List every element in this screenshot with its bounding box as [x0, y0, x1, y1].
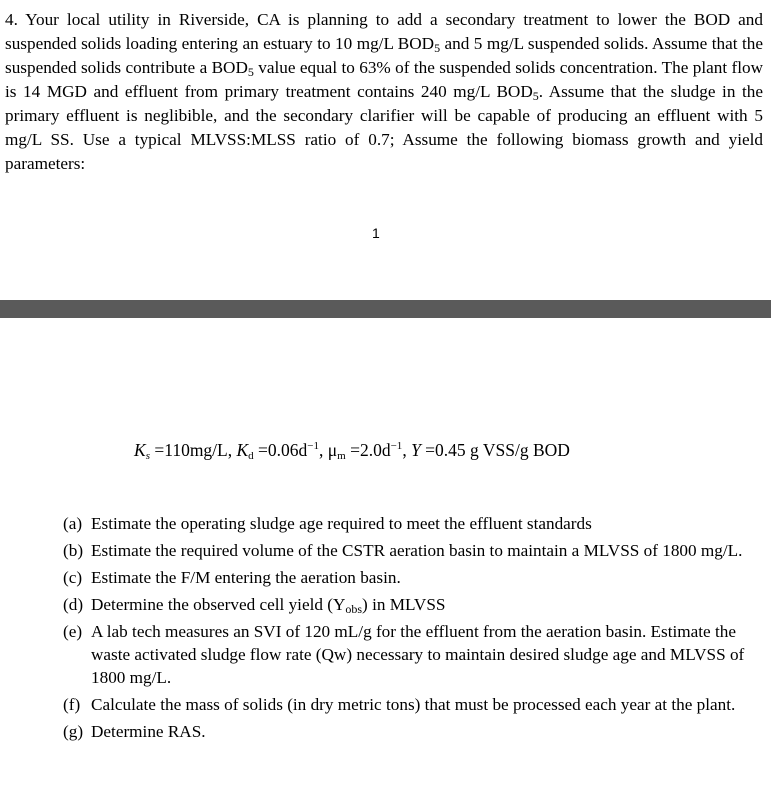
problem-statement [5, 8, 763, 176]
bod-subscript: 5 [532, 89, 539, 103]
question-part-f [63, 693, 753, 716]
part-label: (a) [63, 514, 83, 533]
part-text: Estimate the required volume of the CSTR aeration basin to maintain a MLVSS of 1800 mg/L. [91, 541, 743, 560]
y-value: =0.45 g VSS/g BOD [420, 440, 570, 460]
mu-exponent: −1 [390, 440, 403, 452]
mu-value: =2.0d [345, 440, 391, 460]
problem-text-4: . Assume that the sludge in the primary effluent is neglibible, and the secondary clarifier will be capable of producing an effluent with 5 mg/L SS. Use a typical MLVSS:MLSS ratio of 0.7; Assume the following biomass growth and yield parameters: [5, 82, 763, 173]
part-label: (c) [63, 568, 83, 587]
mu-subscript: m [337, 450, 346, 462]
part-label: (g) [63, 722, 84, 741]
question-part-d [63, 593, 753, 616]
separator: , [319, 440, 328, 460]
question-part-e [63, 620, 753, 689]
problem-text-3: value equal to 63% of the suspended solids concentration. The plant flow is 14 MGD and effluent from primary treatment contains 240 mg/L BOD [5, 58, 763, 101]
question-part-b [63, 539, 753, 562]
part-text: Calculate the mass of solids (in dry metric tons) that must be processed each year at the plant. [91, 695, 736, 714]
question-part-a [63, 512, 753, 535]
problem-number: 4. [5, 10, 18, 29]
page-break-divider [0, 300, 771, 318]
part-label: (f) [63, 695, 81, 714]
part-text: ) in MLVSS [362, 595, 446, 614]
part-label: (d) [63, 595, 84, 614]
kd-value: =0.06d [253, 440, 308, 460]
parameter-equation [134, 438, 570, 462]
ks-symbol: K [134, 440, 146, 460]
bod-subscript: 5 [247, 65, 254, 79]
obs-subscript: obs [345, 602, 363, 616]
mu-symbol: μ [327, 440, 338, 460]
y-symbol: Y [411, 440, 421, 460]
problem-text-1: Your local utility in Riverside, CA is planning to add a secondary treatment to lower the BOD and suspended solids loading entering an estuary to 10 mg/L BOD [5, 10, 763, 53]
separator: , [402, 440, 412, 460]
kd-subscript: d [248, 450, 254, 462]
ks-subscript: s [145, 450, 150, 462]
part-text: A lab tech measures an SVI of 120 mL/g for the effluent from the aeration basin. Estimate the waste activated sludge flow rate (Qw) necessary to maintain desired sludge age and MLVSS of 1800 mg/L. [91, 622, 745, 687]
part-text: Determine RAS. [91, 722, 206, 741]
kd-exponent: −1 [307, 440, 320, 452]
problem-text-2: and 5 mg/L suspended solids. Assume that the suspended solids contribute a BOD [5, 34, 763, 77]
question-parts-list [63, 512, 753, 747]
part-label: (b) [63, 541, 84, 560]
part-label: (e) [63, 622, 83, 641]
bod-subscript: 5 [434, 41, 441, 55]
question-part-c [63, 566, 753, 589]
ks-value: =110mg/L, [149, 440, 237, 460]
question-part-g [63, 720, 753, 743]
page-number: 1 [372, 225, 380, 241]
part-text: Determine the observed cell yield (Y [91, 595, 346, 614]
part-text: Estimate the F/M entering the aeration basin. [91, 568, 401, 587]
part-text: Estimate the operating sludge age required to meet the effluent standards [91, 514, 592, 533]
kd-symbol: K [236, 440, 249, 460]
